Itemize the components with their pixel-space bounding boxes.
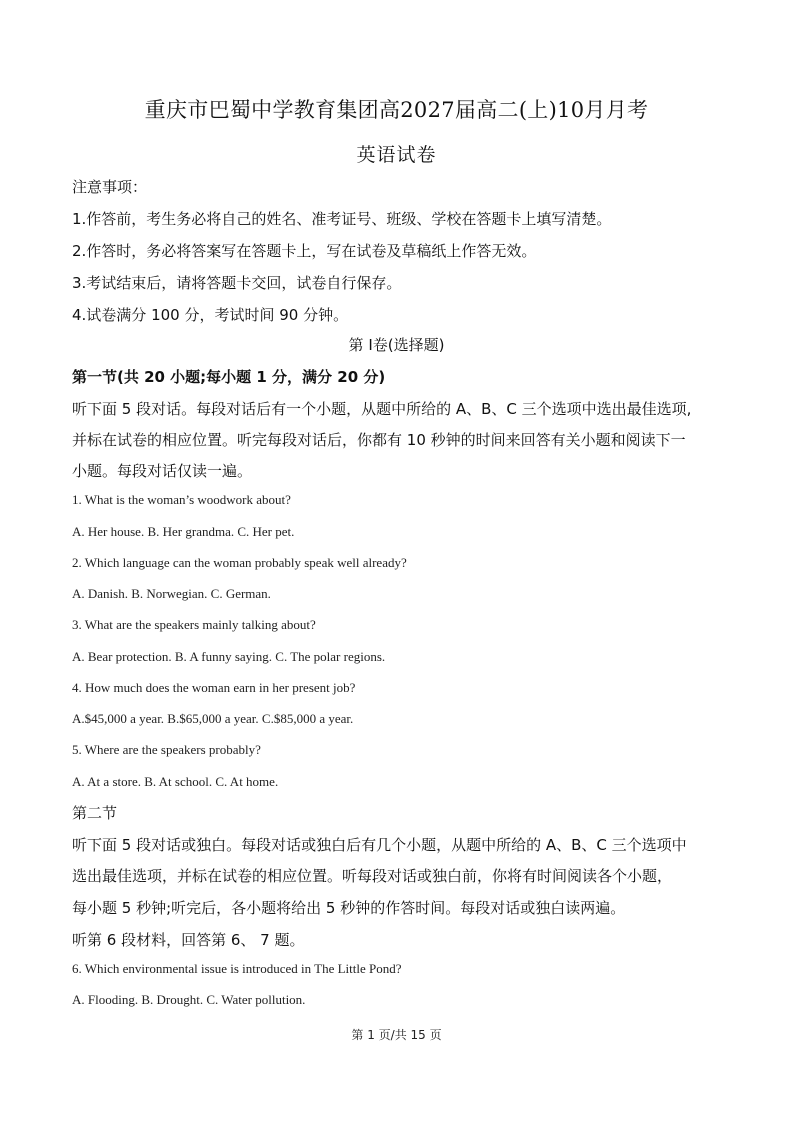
question-5: 5. Where are the speakers probably? [72,742,261,757]
section1-heading: 第一节(共 20 小题;每小题 1 分，满分 20 分) [72,368,386,386]
question-2: 2. Which language can the woman probably speak well already? [72,555,407,570]
question-5-options: A. At a store. B. At school. C. At home. [72,774,279,789]
section1-instruction-3: 小题。每段对话仅读一遍。 [72,462,253,480]
question-6: 6. Which environmental issue is introduced in The Little Pond? [72,961,402,976]
notice-item-1: 1.作答前，考生务必将自己的姓名、准考证号、班级、学校在答题卡上填写清楚。 [72,210,612,228]
exam-subtitle: 英语试卷 [356,144,437,166]
page-footer: 第 1 页/共 15 页 [351,1028,442,1042]
section1-instruction-2: 并标在试卷的相应位置。听完每段对话后，你都有 10 秒钟的时间来回答有关小题和阅读下一 [72,431,686,449]
question-1-options: A. Her house. B. Her grandma. C. Her pet. [72,524,295,539]
question-4-options: A.$45,000 a year. B.$65,000 a year. C.$85,000 a year. [72,711,354,726]
notice-item-3: 3.考试结束后，请将答题卡交回，试卷自行保存。 [72,274,402,292]
section1-instruction-1: 听下面 5 段对话。每段对话后有一个小题，从题中所给的 A、B、C 三个选项中选出最佳选项, [72,400,692,418]
question-3-options: A. Bear protection. B. A funny saying. C. The polar regions. [72,649,386,664]
notice-heading: 注意事项： [72,178,148,196]
section2-heading: 第二节 [72,804,118,822]
question-1: 1. What is the woman’s woodwork about? [72,492,291,507]
volume-heading: 第 Ⅰ卷(选择题) [348,336,445,354]
question-2-options: A. Danish. B. Norwegian. C. German. [72,586,271,601]
section2-instruction-3: 每小题 5 秒钟;听完后，各小题将给出 5 秒钟的作答时间。每段对话或独白读两遍。 [72,899,626,917]
section2-instruction-1: 听下面 5 段对话或独白。每段对话或独白后有几个小题，从题中所给的 A、B、C 三个选项中 [72,836,687,854]
notice-item-2: 2.作答时，务必将答案写在答题卡上，写在试卷及草稿纸上作答无效。 [72,242,537,260]
notice-item-4: 4.试卷满分 100 分，考试时间 90 分钟。 [72,306,349,324]
exam-title: 重庆市巴蜀中学教育集团高2027届高二(上)10月月考 [144,98,649,122]
material-6-heading: 听第 6 段材料，回答第 6、 7 题。 [72,931,305,949]
question-4: 4. How much does the woman earn in her present job? [72,680,356,695]
question-3: 3. What are the speakers mainly talking about? [72,617,316,632]
section2-instruction-2: 选出最佳选项，并标在试卷的相应位置。听每段对话或独白前，你将有时间阅读各个小题， [72,867,673,885]
question-6-options: A. Flooding. B. Drought. C. Water pollution. [72,992,306,1007]
